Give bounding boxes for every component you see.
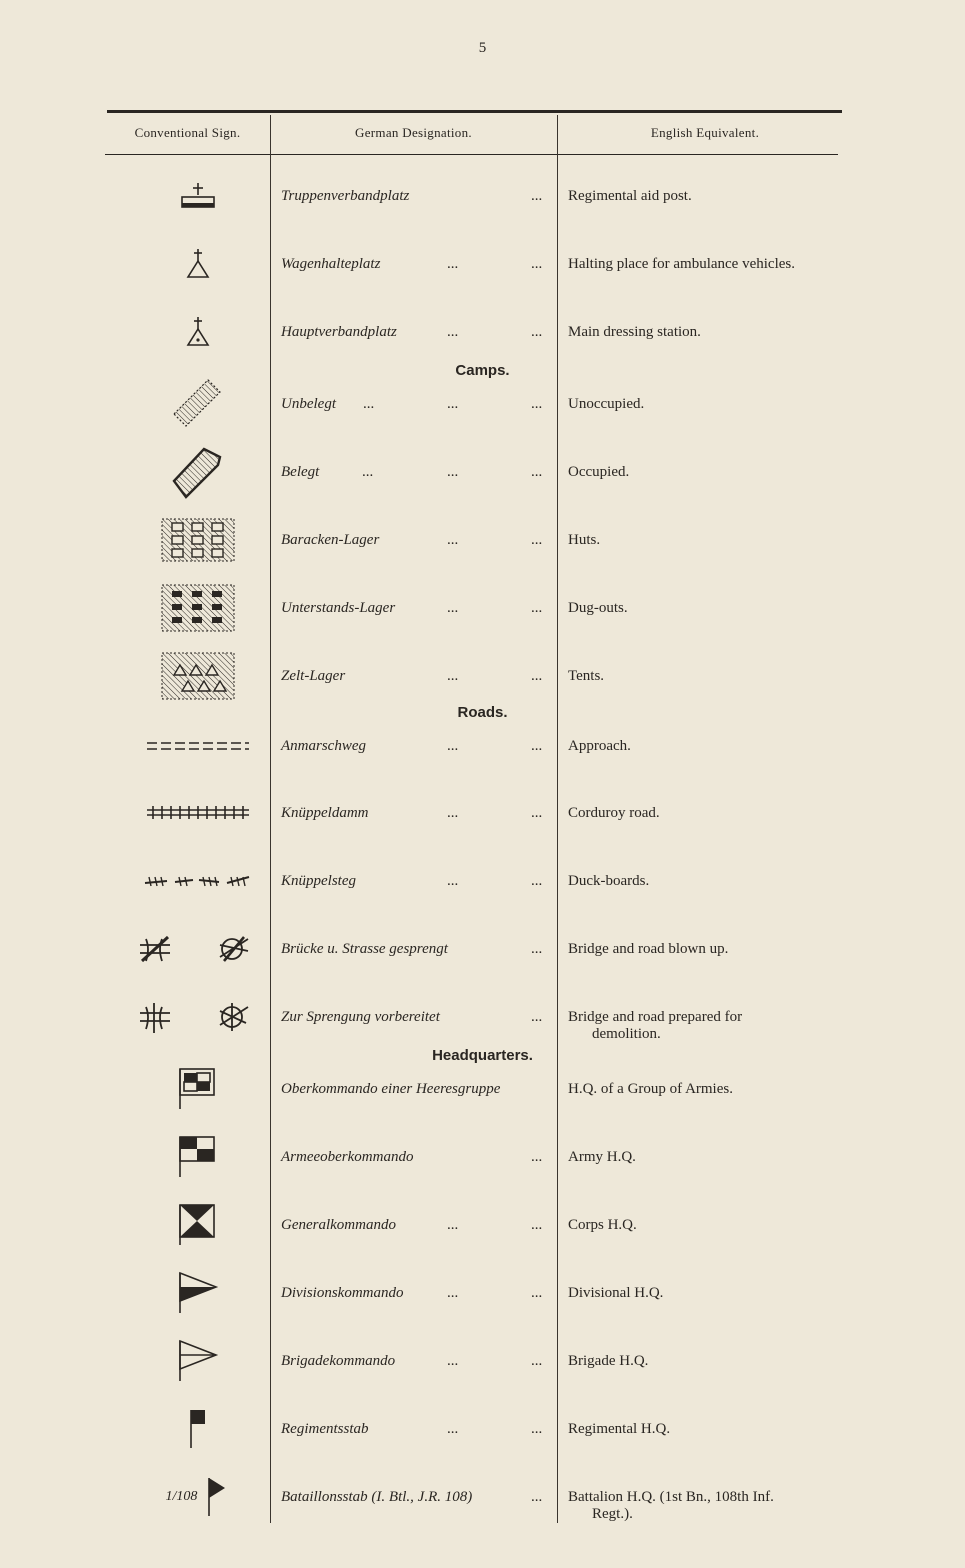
leader-dots: ... <box>531 1285 543 1301</box>
aid-post-icon <box>110 166 285 226</box>
english-text: Divisional H.Q. <box>568 1285 664 1301</box>
table-row <box>0 396 965 436</box>
english-equivalent <box>568 1353 648 1370</box>
english-text: Corps H.Q. <box>568 1217 637 1233</box>
german-designation: Armeeoberkommando <box>281 1149 414 1165</box>
english-equivalent <box>568 600 628 617</box>
english-text: Tents. <box>568 668 605 684</box>
table-row <box>0 1353 965 1393</box>
table-row <box>0 1149 965 1189</box>
dressing-station-icon <box>110 302 285 362</box>
occupied-camp-icon <box>110 442 285 502</box>
german-designation: Brücke u. Strasse gesprengt <box>281 941 448 957</box>
army-hq-flag-icon <box>110 1127 285 1187</box>
leader-dots: ... <box>531 600 543 616</box>
english-text: Corduroy road. <box>568 805 660 821</box>
table-row <box>0 1421 965 1461</box>
english-equivalent <box>568 532 600 549</box>
leader-dots: ... <box>447 805 459 821</box>
english-text: Regimental aid post. <box>568 188 692 204</box>
corps-hq-flag-icon <box>110 1195 285 1255</box>
english-text: Main dressing station. <box>568 324 701 340</box>
english-equivalent <box>568 256 795 273</box>
leader-dots: ... <box>531 324 543 340</box>
leader-dots: ... <box>447 668 459 684</box>
battalion-hq-pennant-icon <box>110 1467 285 1527</box>
leader-dots: ... <box>447 873 459 889</box>
leader-dots: ... <box>531 1149 543 1165</box>
german-designation: Hauptverbandplatz <box>281 324 397 340</box>
english-equivalent <box>568 805 660 822</box>
leader-dots: ... <box>447 532 459 548</box>
leader-dots: ... <box>531 941 543 957</box>
table-row <box>0 324 965 364</box>
german-designation: Knüppeldamm <box>281 805 369 821</box>
german-designation: Generalkommando <box>281 1217 396 1233</box>
bridge-blown-icon <box>110 919 285 979</box>
english-equivalent <box>568 1217 637 1234</box>
german-designation: Divisionskommando <box>281 1285 404 1301</box>
leader-dots: ... <box>531 738 543 754</box>
leader-dots: ... <box>531 1421 543 1437</box>
table-row <box>0 600 965 640</box>
table-row <box>0 1081 965 1121</box>
header-german-designation: German Designation. <box>355 125 472 140</box>
german-designation: Bataillonsstab (I. Btl., J.R. 108) <box>281 1489 473 1505</box>
leader-dots: ... <box>531 1217 543 1233</box>
english-text-continued: Regt.). <box>592 1506 633 1522</box>
table-row <box>0 805 965 845</box>
english-equivalent <box>568 464 629 481</box>
table-row <box>0 738 965 778</box>
divisional-hq-pennant-icon <box>110 1263 285 1323</box>
table-row <box>0 1489 965 1529</box>
german-designation: Baracken-Lager <box>281 532 380 548</box>
english-text: Duck-boards. <box>568 873 650 889</box>
english-text: Bridge and road blown up. <box>568 941 729 957</box>
leader-dots: ... <box>363 396 375 412</box>
english-equivalent <box>568 1421 670 1438</box>
leader-dots: ... <box>447 1285 459 1301</box>
german-designation: Unterstands-Lager <box>281 600 396 616</box>
english-text-continued: demolition. <box>592 1026 661 1042</box>
unoccupied-camp-icon <box>110 374 285 434</box>
english-text: Unoccupied. <box>568 396 645 412</box>
leader-dots: ... <box>531 396 543 412</box>
leader-dots: ... <box>447 396 459 412</box>
huts-icon <box>110 510 285 570</box>
header-conventional-sign: Conventional Sign. <box>134 125 241 140</box>
corduroy-road-icon <box>110 783 285 843</box>
english-equivalent <box>568 188 692 205</box>
english-text: Occupied. <box>568 464 630 480</box>
english-equivalent <box>568 396 644 413</box>
leader-dots: ... <box>447 324 459 340</box>
english-equivalent <box>568 1489 774 1523</box>
leader-dots: ... <box>531 256 543 272</box>
german-designation: Unbelegt <box>281 396 336 412</box>
german-designation: Regimentsstab <box>281 1421 369 1437</box>
leader-dots: ... <box>531 873 543 889</box>
sign-label: 1/108 <box>165 1489 198 1504</box>
header-english-equivalent: English Equivalent. <box>650 125 760 140</box>
english-equivalent <box>568 668 604 685</box>
leader-dots: ... <box>531 464 543 480</box>
ambulance-halt-icon <box>110 234 285 294</box>
table-row <box>0 1285 965 1325</box>
army-group-hq-flag-icon <box>110 1059 285 1119</box>
table-row <box>0 188 965 228</box>
leader-dots: ... <box>531 805 543 821</box>
english-text: Approach. <box>568 738 631 754</box>
table-row <box>0 873 965 913</box>
duck-boards-icon <box>110 851 285 911</box>
english-equivalent <box>568 873 649 890</box>
leader-dots: ... <box>531 532 543 548</box>
dugouts-icon <box>110 578 285 638</box>
english-text: Regimental H.Q. <box>568 1421 671 1437</box>
tents-icon <box>110 646 285 706</box>
leader-dots: ... <box>531 188 543 204</box>
table-row <box>0 668 965 708</box>
english-text: Brigade H.Q. <box>568 1353 649 1369</box>
table-row <box>0 1217 965 1257</box>
german-designation: Brigadekommando <box>281 1353 396 1369</box>
leader-dots: ... <box>531 1009 543 1025</box>
german-designation: Zelt-Lager <box>281 668 346 684</box>
english-text: Halting place for ambulance vehicles. <box>568 256 795 272</box>
table-row <box>0 464 965 504</box>
german-designation: Wagenhalteplatz <box>281 256 381 272</box>
leader-dots: ... <box>531 668 543 684</box>
regimental-hq-flag-icon <box>110 1399 285 1459</box>
bridge-prepared-icon <box>110 987 285 1047</box>
german-designation: Truppenverbandplatz <box>281 188 410 204</box>
leader-dots: ... <box>362 464 374 480</box>
section-heading-headquarters: Headquarters. <box>432 1047 533 1064</box>
section-heading-roads: Roads. <box>457 704 508 721</box>
table-row <box>0 941 965 981</box>
table-row <box>0 532 965 572</box>
english-equivalent <box>568 1081 733 1098</box>
header-rule <box>105 154 838 155</box>
german-designation: Knüppelsteg <box>281 873 356 889</box>
german-designation: Belegt <box>281 464 320 480</box>
leader-dots: ... <box>447 1421 459 1437</box>
english-equivalent <box>568 1009 742 1043</box>
section-heading-camps: Camps. <box>455 362 510 379</box>
english-text: H.Q. of a Group of Armies. <box>568 1081 733 1097</box>
english-text: Army H.Q. <box>568 1149 636 1165</box>
leader-dots: ... <box>447 1217 459 1233</box>
leader-dots: ... <box>447 1353 459 1369</box>
english-equivalent <box>568 324 701 341</box>
leader-dots: ... <box>531 1353 543 1369</box>
leader-dots: ... <box>447 256 459 272</box>
brigade-hq-pennant-icon <box>110 1331 285 1391</box>
english-text: Dug-outs. <box>568 600 628 616</box>
german-designation: Oberkommando einer Heeresgruppe <box>281 1081 501 1097</box>
table-row <box>0 1009 965 1049</box>
german-designation: Anmarschweg <box>281 738 366 754</box>
leader-dots: ... <box>447 464 459 480</box>
top-rule <box>107 110 842 113</box>
english-equivalent <box>568 941 728 958</box>
leader-dots: ... <box>531 1489 543 1505</box>
german-designation: Zur Sprengung vorbereitet <box>281 1009 440 1025</box>
english-equivalent <box>568 1285 663 1302</box>
leader-dots: ... <box>447 738 459 754</box>
english-equivalent <box>568 1149 636 1166</box>
english-text: Bridge and road prepared for <box>568 1009 743 1025</box>
leader-dots: ... <box>447 600 459 616</box>
page-number: 5 <box>478 40 487 56</box>
english-equivalent <box>568 738 631 755</box>
english-text: Huts. <box>568 532 601 548</box>
table-row <box>0 256 965 296</box>
approach-road-icon <box>110 716 285 776</box>
english-text: Battalion H.Q. (1st Bn., 108th Inf. <box>568 1489 774 1505</box>
